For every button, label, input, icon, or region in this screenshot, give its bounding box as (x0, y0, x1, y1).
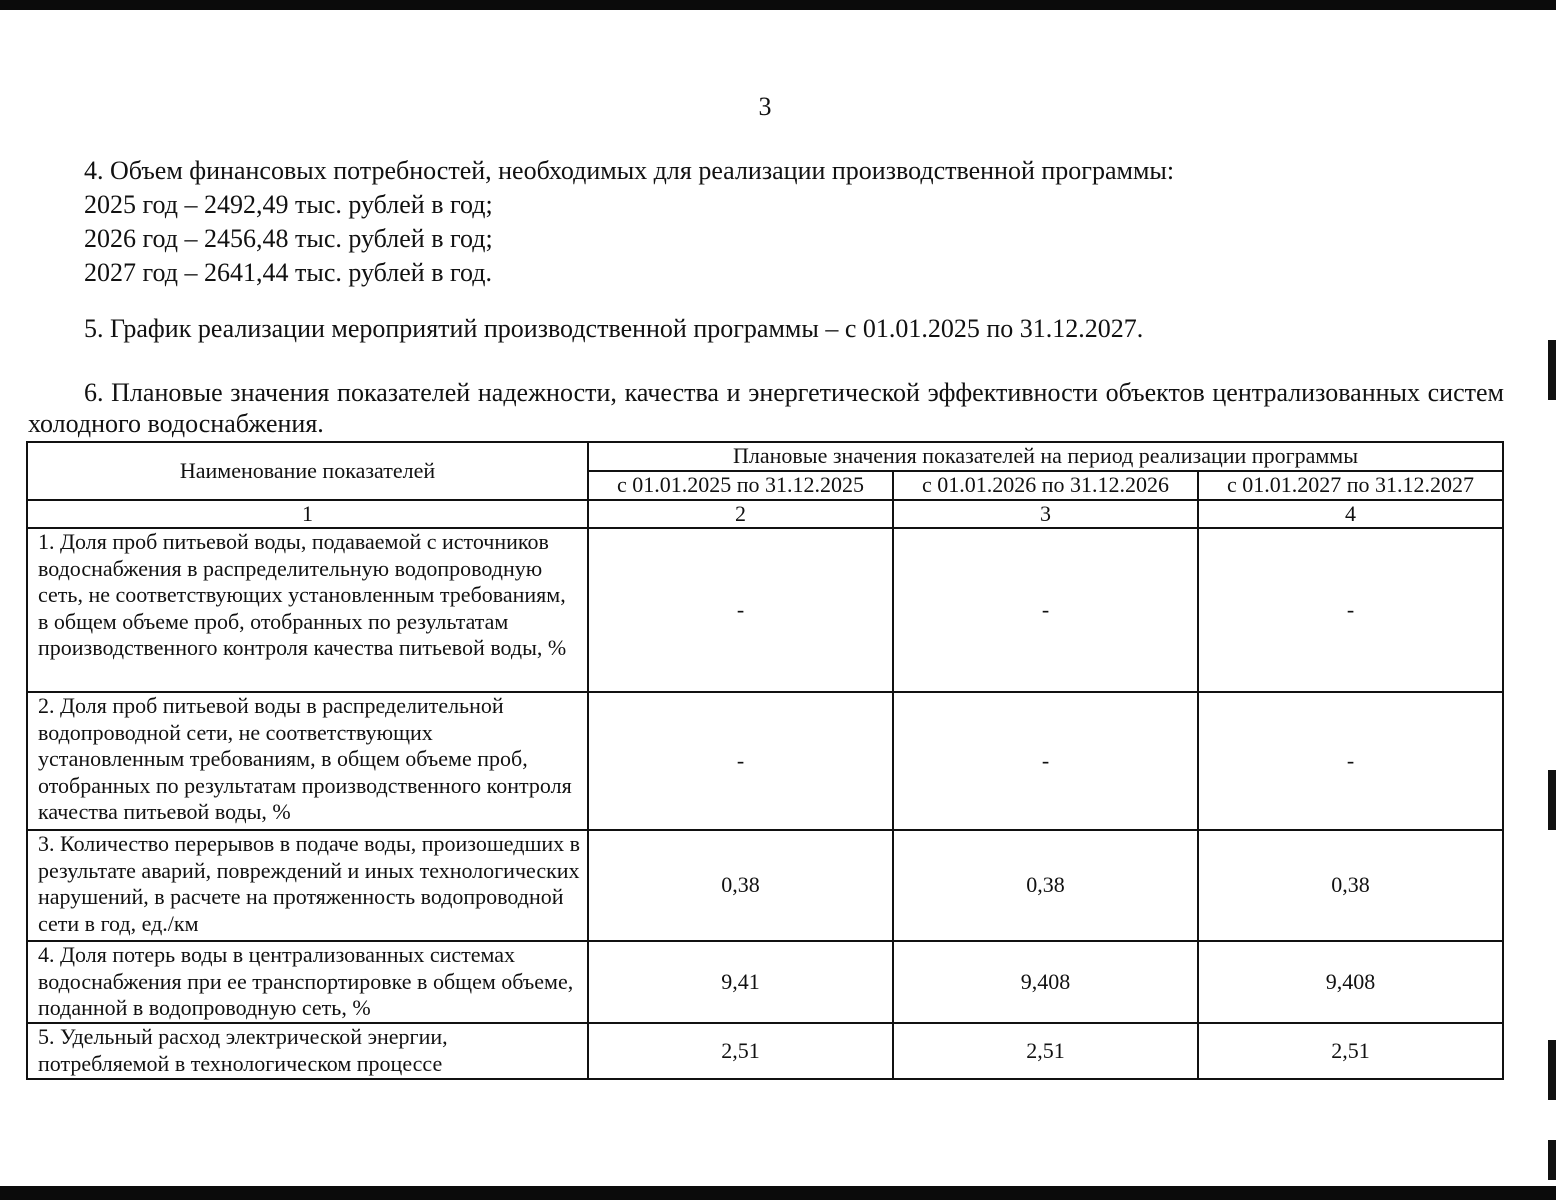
financial-needs-line: 2025 год – 2492,49 тыс. рублей в год; (84, 190, 493, 219)
indicator-value: 0,38 (893, 830, 1198, 941)
indicators-table (26, 441, 1504, 1080)
indicator-value: - (588, 692, 893, 830)
indicator-value: - (893, 692, 1198, 830)
financial-needs-section (84, 155, 1174, 291)
indicator-value: 0,38 (588, 830, 893, 941)
indicator-value: - (588, 528, 893, 692)
indicator-value: 9,41 (588, 941, 893, 1023)
table-header-row (27, 442, 1503, 471)
scan-border-right (1548, 10, 1556, 1186)
column-number: 3 (893, 500, 1198, 529)
scan-border-top (0, 0, 1556, 10)
indicator-name: 1. Доля проб питьевой воды, подаваемой с источников водоснабжения в распределительную водопроводную сеть, не соответствующих установленным требованиям, в общем объеме проб, отобранных по результатам производственного контроля качества питьевой воды, % (27, 528, 588, 692)
table-column-numbers-row (27, 500, 1503, 529)
column-number: 1 (27, 500, 588, 529)
schedule-section: 5. График реализации мероприятий производственной программы – с 01.01.2025 по 31.12.2027. (84, 314, 1144, 343)
indicator-value: - (1198, 692, 1503, 830)
indicator-name: 2. Доля проб питьевой воды в распределительной водопроводной сети, не соответствующих установленным требованиям, в общем объеме проб, отобранных по результатам производственного контроля качества питьевой воды, % (27, 692, 588, 830)
table-row (27, 941, 1503, 1023)
indicator-value: 2,51 (588, 1023, 893, 1079)
financial-needs-line: 2027 год – 2641,44 тыс. рублей в год. (84, 258, 492, 287)
table-row (27, 692, 1503, 830)
indicator-value: - (1198, 528, 1503, 692)
indicator-value: - (893, 528, 1198, 692)
table-row (27, 830, 1503, 941)
table-row (27, 528, 1503, 692)
column-number: 4 (1198, 500, 1503, 529)
page-number: 3 (758, 92, 772, 121)
header-period: с 01.01.2026 по 31.12.2026 (893, 471, 1198, 500)
indicator-value: 2,51 (893, 1023, 1198, 1079)
indicator-name: 4. Доля потерь воды в централизованных системах водоснабжения при ее транспортировке в общем объеме, поданной в водопроводную сеть, % (27, 941, 588, 1023)
indicator-value: 2,51 (1198, 1023, 1503, 1079)
header-planned-values: Плановые значения показателей на период реализации программы (588, 442, 1503, 471)
indicator-value: 9,408 (1198, 941, 1503, 1023)
indicator-value: 9,408 (893, 941, 1198, 1023)
column-number: 2 (588, 500, 893, 529)
financial-needs-heading: 4. Объем финансовых потребностей, необходимых для реализации производственной программы: (84, 156, 1175, 185)
header-period: с 01.01.2027 по 31.12.2027 (1198, 471, 1503, 500)
indicator-name: 5. Удельный расход электрической энергии, потребляемой в технологическом процессе (27, 1023, 588, 1079)
indicator-value: 0,38 (1198, 830, 1503, 941)
table-row (27, 1023, 1503, 1079)
indicators-section-heading: 6. Плановые значения показателей надежности, качества и энергетической эффективности объектов централизованных систем холодного водоснабжения. (28, 378, 1504, 438)
scan-border-bottom (0, 1186, 1556, 1200)
header-period: с 01.01.2025 по 31.12.2025 (588, 471, 893, 500)
financial-needs-line: 2026 год – 2456,48 тыс. рублей в год; (84, 224, 493, 253)
header-indicator-name: Наименование показателей (27, 442, 588, 500)
indicator-name: 3. Количество перерывов в подаче воды, произошедших в результате аварий, повреждений и иных технологических нарушений, в расчете на протяженность водопроводной сети в год, ед./км (27, 830, 588, 941)
